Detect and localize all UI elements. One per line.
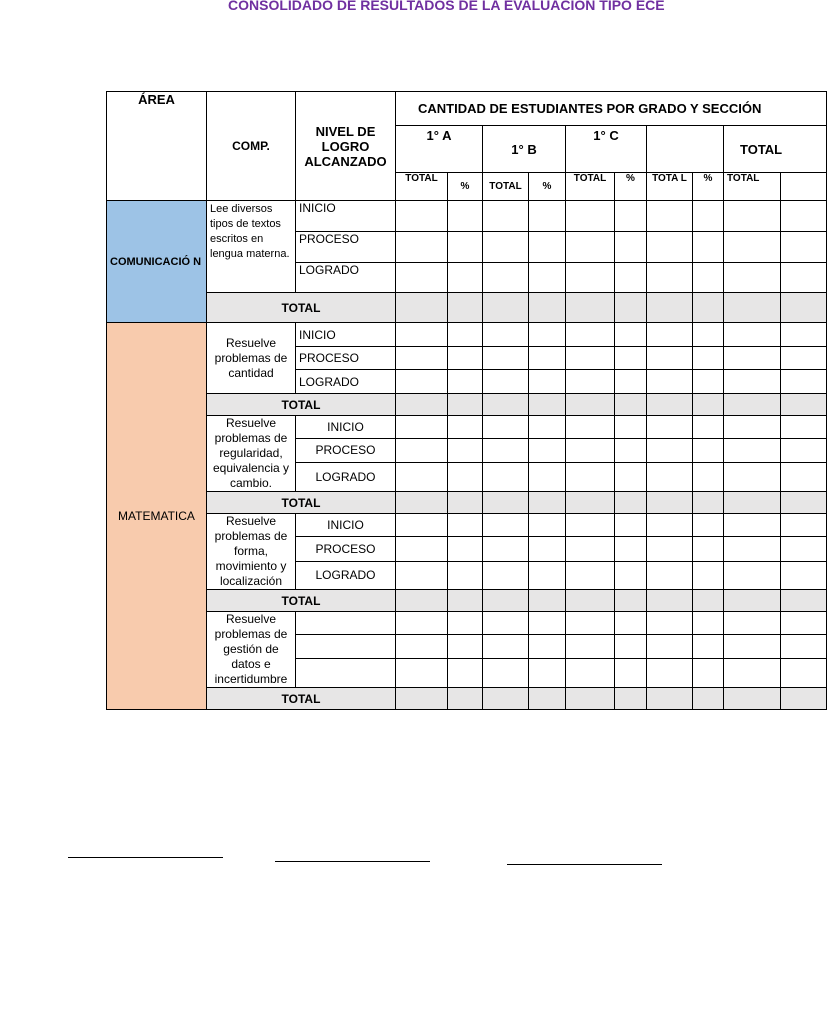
header-grade-total: TOTAL [724,126,827,173]
sub-total: TOTAL [483,173,529,201]
level-proceso: PROCESO [296,537,396,561]
table-row [107,612,827,635]
header-row [107,92,827,126]
signature-line-3 [507,864,662,865]
results-table-wrapper [106,91,783,713]
level-proceso: PROCESO [296,439,396,462]
total-row [107,394,827,416]
header-comp: COMP. [207,92,296,201]
total-label: TOTAL [207,688,396,710]
comp-gestion-datos: Resuelve problemas de gestión de datos e incertidumbre [207,612,296,688]
table-row [107,201,827,232]
table-row [107,514,827,537]
document-title: CONSOLIDADO DE RESULTADOS DE LA EVALUACION TIPO ECE [228,0,665,13]
level-logrado: LOGRADO [296,561,396,589]
area-matematica: MATEMATICA [107,323,207,710]
sub-total-split: TOTA L [647,173,693,201]
total-label: TOTAL [207,590,396,612]
total-label: TOTAL [207,394,396,416]
sub-total: TOTAL [724,173,781,201]
level-inicio: INICIO [296,514,396,537]
sub-pct: % [693,173,724,201]
sub-pct: % [615,173,647,201]
total-row [107,492,827,514]
table-row [107,416,827,439]
sub-total: TOTAL [396,173,448,201]
level-proceso: PROCESO [296,347,396,370]
sub-empty [781,173,827,201]
header-grade-blank [647,126,724,173]
comp-cantidad: Resuelve problemas de cantidad [207,323,296,394]
table-row [107,323,827,347]
sub-pct: % [529,173,566,201]
total-label: TOTAL [207,492,396,514]
level-inicio: INICIO [296,323,396,347]
signature-line-1 [68,857,223,858]
level-inicio: INICIO [296,201,396,232]
header-area: ÁREA [107,92,207,201]
signature-line-2 [275,861,430,862]
level-logrado: LOGRADO [296,462,396,491]
area-comunicacion: COMUNICACIÓ N [107,201,207,323]
level-logrado: LOGRADO [296,263,396,293]
header-nivel: NIVEL DE LOGRO ALCANZADO [296,92,396,201]
level-logrado: LOGRADO [296,370,396,394]
header-grade-1b: 1° B [483,126,566,173]
total-label: TOTAL [207,293,396,323]
total-row [107,688,827,710]
sub-pct: % [448,173,483,201]
comp-lee-textos: Lee diversos tipos de textos escritos en lengua materna. [207,201,296,293]
comp-forma: Resuelve problemas de forma, movimiento y localización [207,514,296,590]
header-grade-1a: 1° A [396,126,483,173]
comp-regularidad: Resuelve problemas de regularidad, equivalencia y cambio. [207,416,296,492]
level-proceso: PROCESO [296,232,396,263]
level-inicio: INICIO [296,416,396,439]
total-row [107,293,827,323]
sub-total: TOTAL [566,173,615,201]
header-grade-1c: 1° C [566,126,647,173]
total-row [107,590,827,612]
results-table [106,91,827,710]
header-cantidad: CANTIDAD DE ESTUDIANTES POR GRADO Y SECCIÓN [396,92,827,126]
